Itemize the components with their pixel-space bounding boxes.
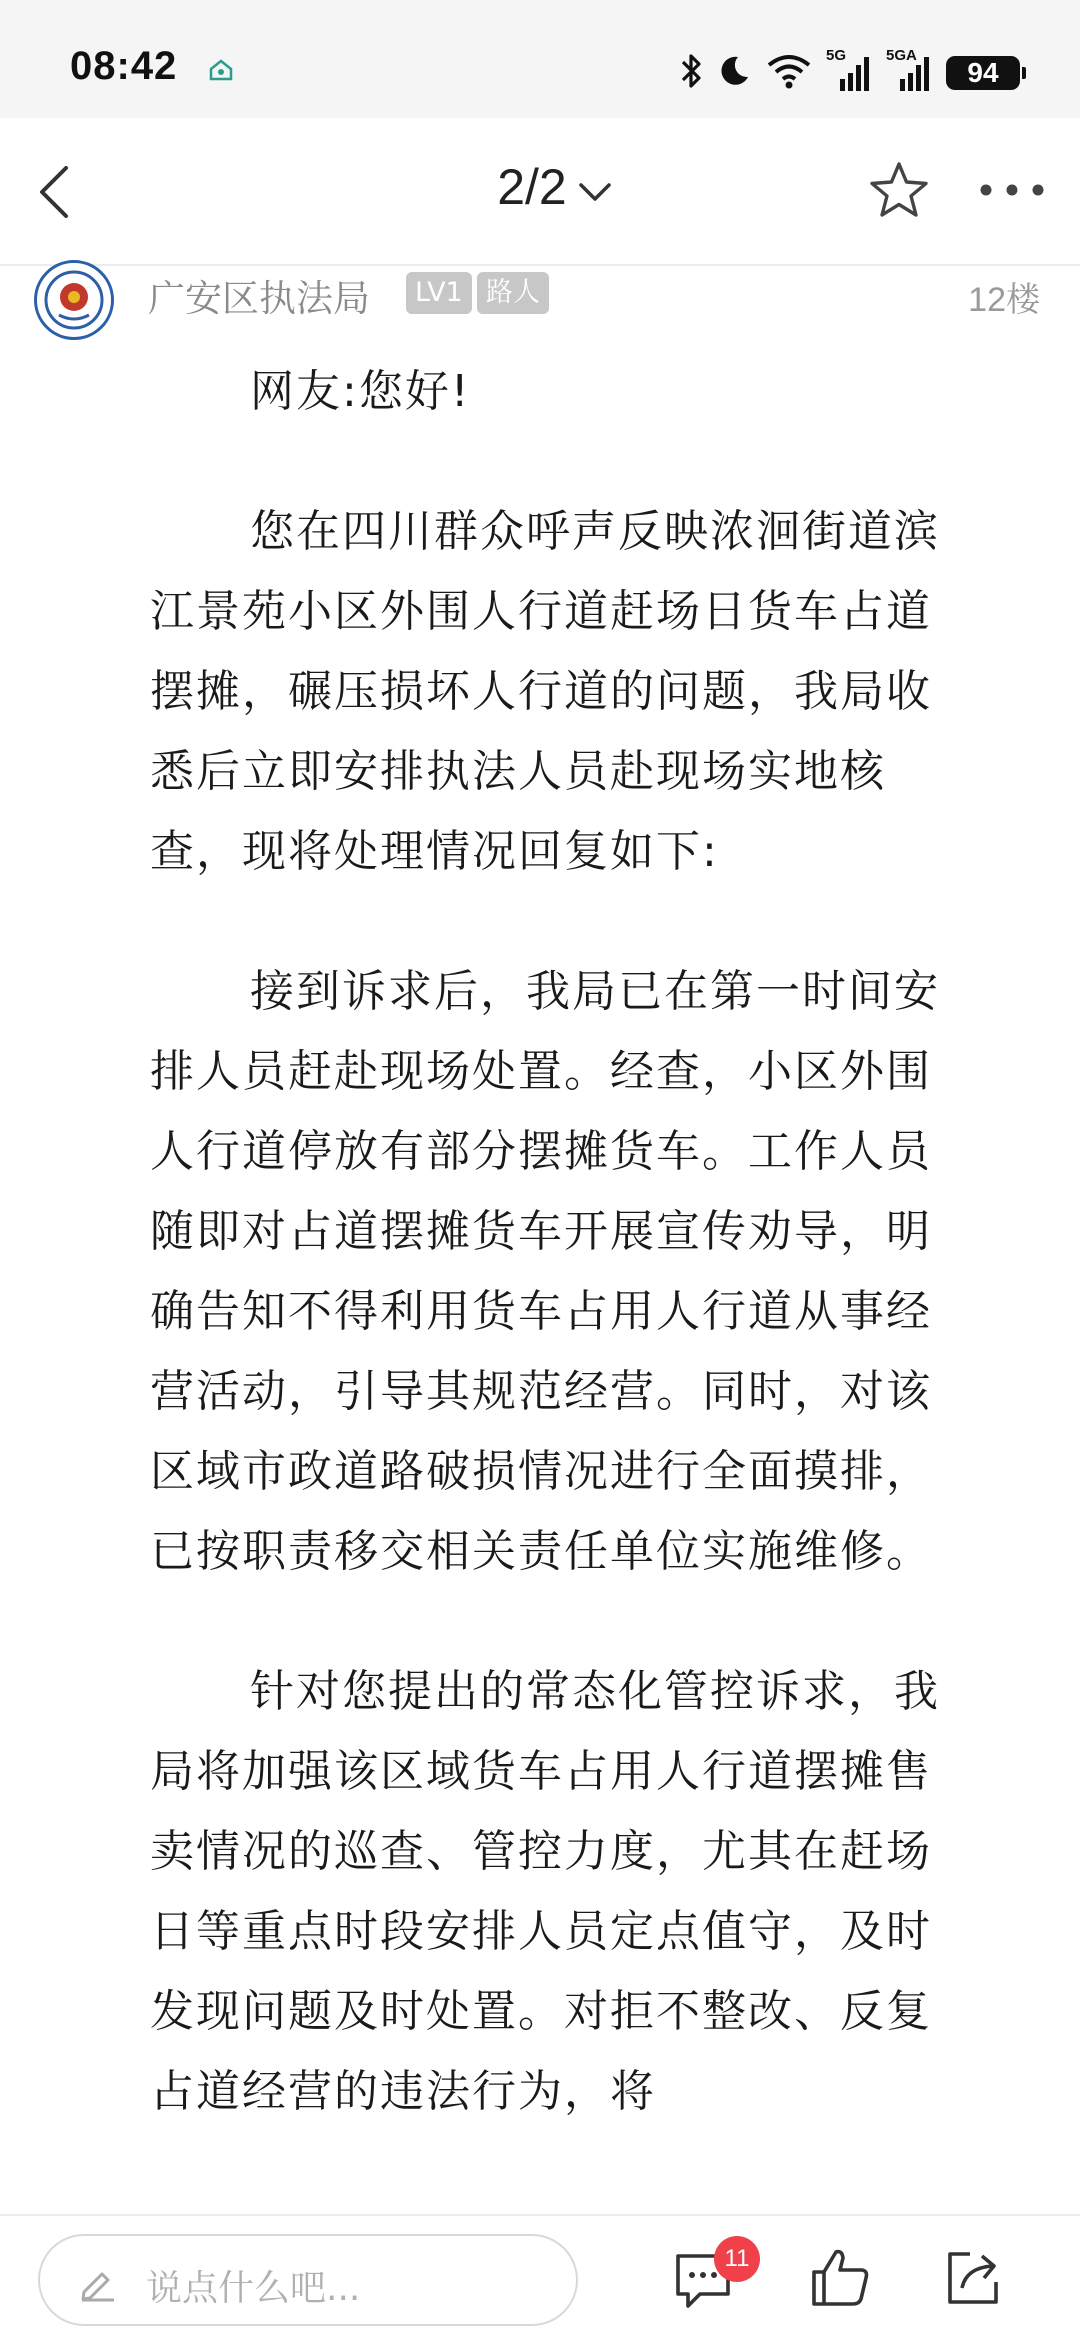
- status-icons: [680, 47, 1020, 96]
- chevron-down-icon: [577, 158, 613, 216]
- nav-divider: [0, 264, 1080, 266]
- comment-count-badge: 11: [714, 2236, 760, 2282]
- wifi-icon: [766, 53, 812, 93]
- avatar[interactable]: [34, 260, 114, 340]
- greeting-text: 网友:您好!: [250, 366, 471, 417]
- home-icon: [208, 58, 234, 86]
- post-content: [150, 352, 962, 2192]
- reply-placeholder[interactable]: 说点什么吧...: [146, 2268, 361, 2309]
- paragraph: 针对您提出的常态化管控诉求，我局将加强该区域货车占用人行道摆摊售卖情况的巡查、管控力度，尤其在赶场日等重点时段安排人员定点值守，及时发现问题及时处置。对拒不整改、反复占道经营的违法行为，将: [150, 1666, 940, 2117]
- moon-icon: [716, 53, 752, 93]
- battery-indicator: 94: [946, 56, 1020, 90]
- page-indicator: 2/2: [497, 159, 567, 215]
- title-badge: 路人: [477, 272, 549, 314]
- cellular-signal-2-icon: 5GA: [886, 53, 932, 93]
- star-icon[interactable]: [866, 158, 932, 224]
- floor-number: 12楼: [968, 281, 1040, 319]
- cellular-signal-1-icon: 5G: [826, 53, 872, 93]
- paragraph: 您在四川群众呼声反映浓洄街道滨江景苑小区外围人行道赶场日货车占道摆摊，碾压损坏人行道的问题，我局收悉后立即安排执法人员赴现场实地核查，现将处理情况回复如下:: [150, 506, 940, 877]
- username[interactable]: 广安区执法局: [148, 277, 370, 320]
- pen-icon: [78, 2262, 118, 2306]
- thumbs-up-icon[interactable]: [808, 2244, 874, 2310]
- more-icon[interactable]: [976, 178, 1048, 202]
- status-time: 08:42: [70, 44, 178, 88]
- paragraph: 接到诉求后，我局已在第一时间安排人员赶赴现场处置。经查，小区外围人行道停放有部分摆摊货车。工作人员随即对占道摆摊货车开展宣传劝导，明确告知不得利用货车占用人行道从事经营活动，引导其规范经营。同时，对该区域市政道路破损情况进行全面摸排，已按职责移交相关责任单位实施维修。: [150, 966, 940, 1577]
- bluetooth-icon: [680, 52, 702, 94]
- level-badge: LV1: [406, 272, 472, 314]
- status-bar: [0, 0, 1080, 118]
- share-icon[interactable]: [940, 2244, 1006, 2310]
